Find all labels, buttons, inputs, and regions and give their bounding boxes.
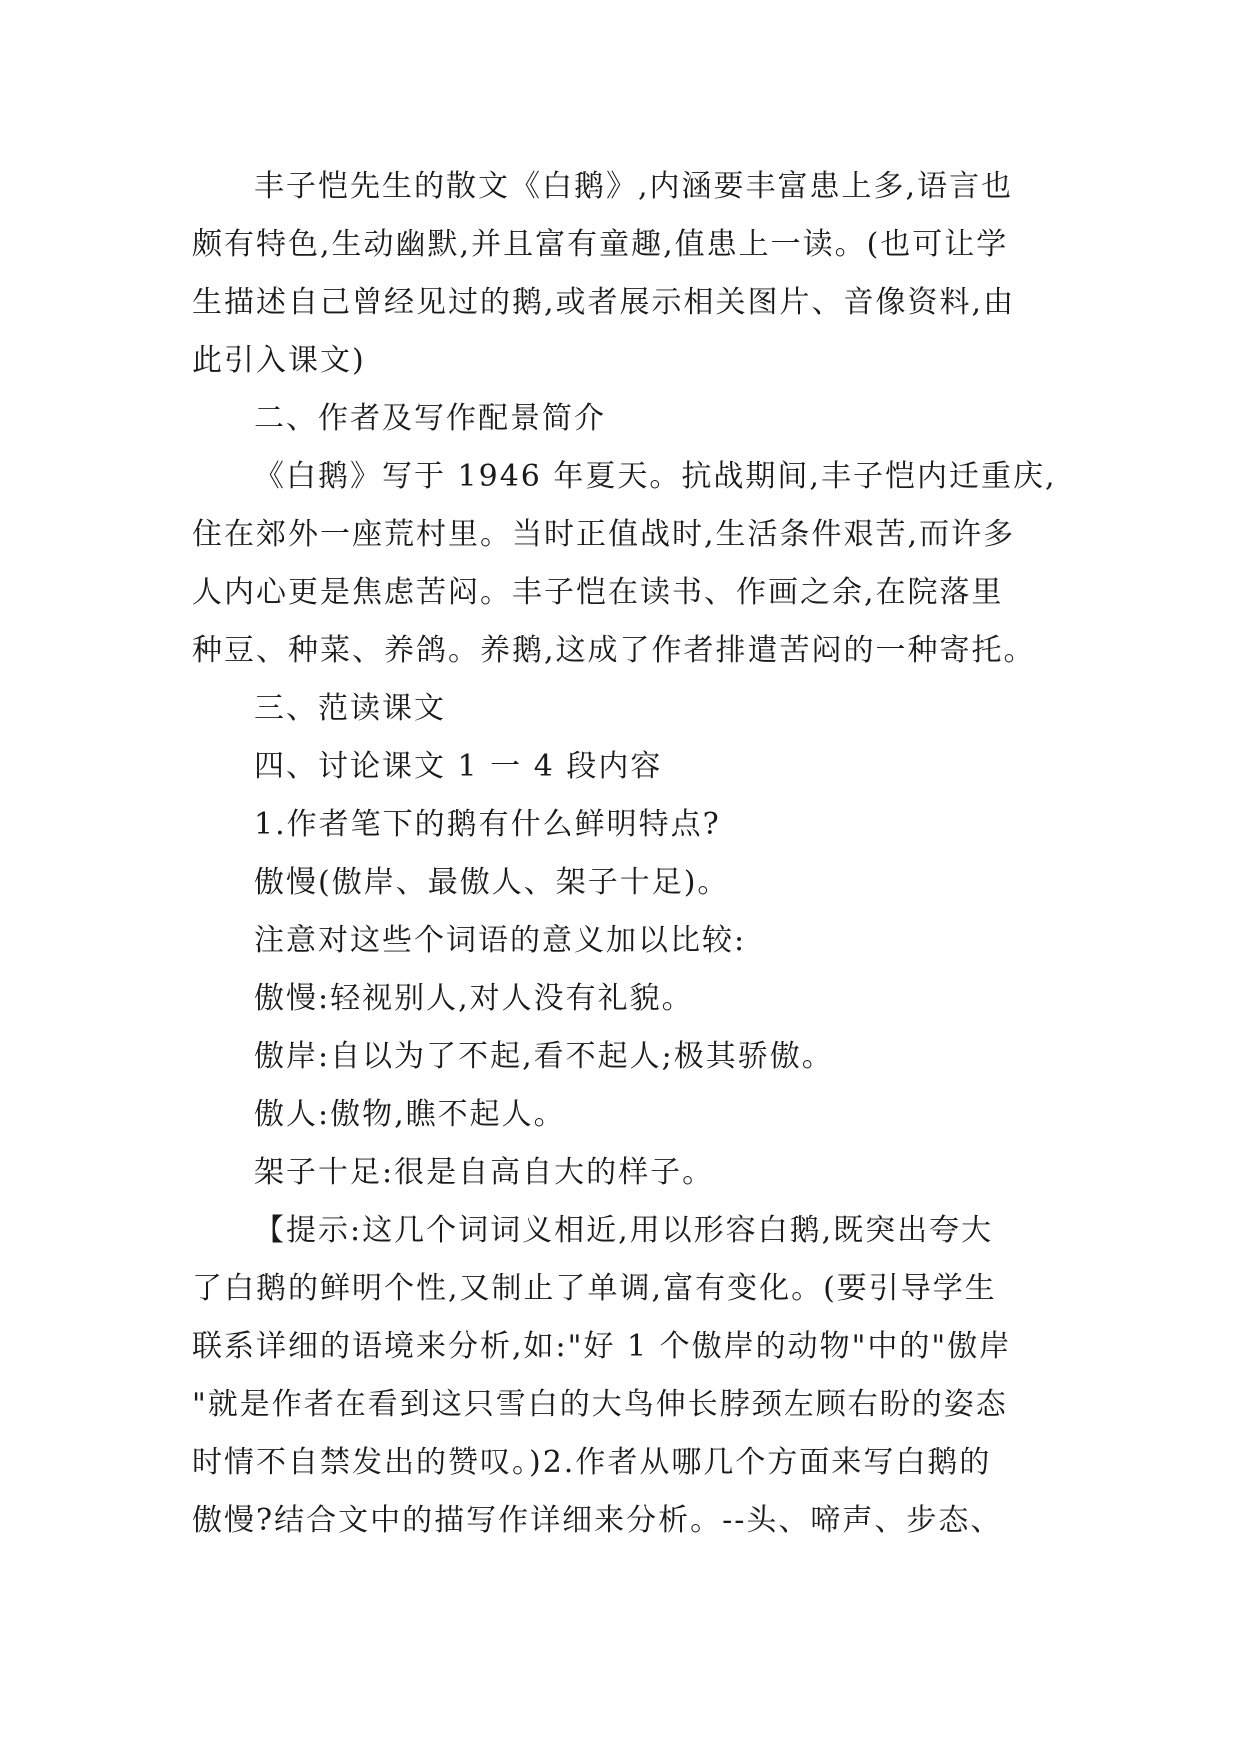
paragraph-line: 颇有特色,生动幽默,并且富有童趣,值患上一读。(也可让学 xyxy=(192,227,1009,262)
section-heading: 二、作者及写作配景简介 xyxy=(254,401,606,436)
paragraph-line: 此引入课文) xyxy=(192,343,366,378)
paragraph-line: 生描述自己曾经见过的鹅,或者展示相关图片、音像资料,由 xyxy=(192,285,1016,320)
paragraph-line: 时情不自禁发出的赞叹。)2.作者从哪几个方面来写白鹅的 xyxy=(192,1445,992,1480)
definition-line: 傲岸:自以为了不起,看不起人;极其骄傲。 xyxy=(254,1039,834,1074)
hint-line: 【提示:这几个词词义相近,用以形容白鹅,既突出夸大 xyxy=(254,1213,994,1248)
definition-line: 傲人:傲物,瞧不起人。 xyxy=(254,1097,566,1132)
paragraph-line: 《白鹅》写于 1946 年夏天。抗战期间,丰子恺内迁重庆, xyxy=(254,459,1057,494)
definition-line: 傲慢:轻视别人,对人没有礼貌。 xyxy=(254,981,694,1016)
definition-line: 架子十足:很是自高自大的样子。 xyxy=(254,1155,715,1190)
paragraph-line: "就是作者在看到这只雪白的大鸟伸长脖颈左顾右盼的姿态 xyxy=(192,1387,1008,1422)
paragraph-line: 傲慢?结合文中的描写作详细来分析。--头、啼声、步态、 xyxy=(192,1503,1003,1538)
section-heading: 四、讨论课文 1 一 4 段内容 xyxy=(254,749,663,784)
paragraph-line: 种豆、种菜、养鸽。养鹅,这成了作者排遣苦闷的一种寄托。 xyxy=(192,633,1036,668)
paragraph-line: 了白鹅的鲜明个性,又制止了单调,富有变化。(要引导学生 xyxy=(192,1271,997,1306)
paragraph-line: 联系详细的语境来分析,如:"好 1 个傲岸的动物"中的"傲岸 xyxy=(192,1329,1012,1364)
paragraph-line: 住在郊外一座荒村里。当时正值战时,生活条件艰苦,而许多 xyxy=(192,517,1016,552)
answer-line: 傲慢(傲岸、最傲人、架子十足)。 xyxy=(254,865,730,900)
document-body xyxy=(192,158,1072,1550)
paragraph-line: 人内心更是焦虑苦闷。丰子恺在读书、作画之余,在院落里 xyxy=(192,575,1004,610)
section-heading: 三、范读课文 xyxy=(254,691,446,726)
paragraph-line: 注意对这些个词语的意义加以比较: xyxy=(254,923,747,958)
paragraph-line: 丰子恺先生的散文《白鹅》,内涵要丰富患上多,语言也 xyxy=(254,169,1014,204)
question-line: 1.作者笔下的鹅有什么鲜明特点? xyxy=(254,807,721,842)
